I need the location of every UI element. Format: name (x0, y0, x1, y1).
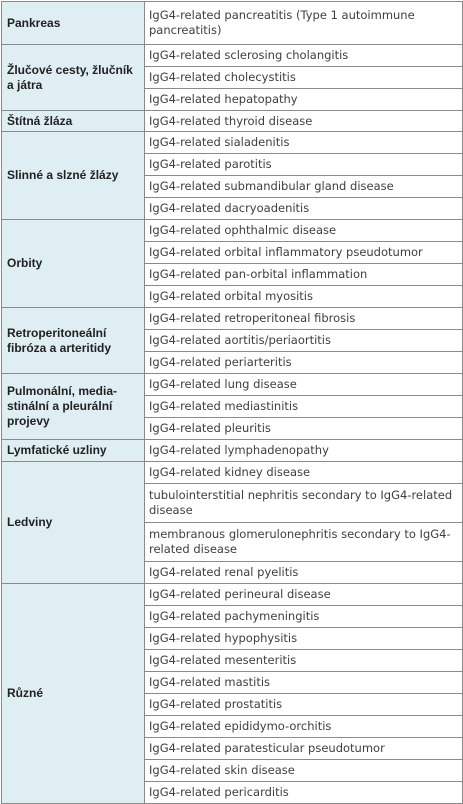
table-row (2, 308, 463, 330)
disease-cell: IgG4-related hypophysitis (145, 628, 463, 650)
disease-cell: IgG4-related submandibular gland disease (145, 176, 463, 198)
organ-cell: Orbity (2, 220, 145, 308)
organ-cell: Lymfatické uzliny (2, 440, 145, 462)
table-row (2, 45, 463, 67)
table-row (2, 220, 463, 242)
disease-cell: membranous glomerulonephritis secondary to IgG4-related disease (145, 523, 463, 562)
disease-cell: IgG4-related pleuritis (145, 418, 463, 440)
disease-cell: IgG4-related cholecystitis (145, 67, 463, 89)
disease-cell: tubulointerstitial nephritis secondary to IgG4-related disease (145, 484, 463, 523)
table-row (2, 132, 463, 154)
table-row (2, 2, 463, 45)
organ-cell: Slinné a slzné žlázy (2, 132, 145, 220)
table-row (2, 111, 463, 132)
disease-cell: IgG4-related kidney disease (145, 462, 463, 484)
disease-cell: IgG4-related orbital inflammatory pseudotumor (145, 242, 463, 264)
disease-cell: IgG4-related prostatitis (145, 694, 463, 716)
disease-cell: IgG4-related epididymo-orchitis (145, 716, 463, 738)
disease-cell: IgG4-related mastitis (145, 672, 463, 694)
disease-cell: IgG4-related skin disease (145, 760, 463, 782)
disease-cell: IgG4-related pancreatitis (Type 1 autoimmune pancreatitis) (145, 2, 463, 45)
igg4-organ-table (1, 1, 463, 804)
organ-cell: Ledviny (2, 462, 145, 584)
disease-cell: IgG4-related pericarditis (145, 782, 463, 804)
disease-cell: IgG4-related orbital myositis (145, 286, 463, 308)
disease-cell: IgG4-related lung disease (145, 374, 463, 396)
disease-cell: IgG4-related lymphadenopathy (145, 440, 463, 462)
disease-cell: IgG4-related ophthalmic disease (145, 220, 463, 242)
organ-cell: Štítná žláza (2, 111, 145, 132)
disease-cell: IgG4-related hepatopathy (145, 89, 463, 111)
disease-cell: IgG4-related thyroid disease (145, 111, 463, 132)
disease-cell: IgG4-related dacryoadenitis (145, 198, 463, 220)
disease-cell: IgG4-related aortitis/periaortitis (145, 330, 463, 352)
disease-cell: IgG4-related mediastinitis (145, 396, 463, 418)
table-row (2, 374, 463, 396)
disease-cell: IgG4-related paratesticular pseudotumor (145, 738, 463, 760)
disease-cell: IgG4-related retroperitoneal fibrosis (145, 308, 463, 330)
disease-cell: IgG4-related pachymeningitis (145, 606, 463, 628)
disease-cell: IgG4-related parotitis (145, 154, 463, 176)
table-row (2, 584, 463, 606)
organ-cell: Pulmonální, media-stinální a pleurální projevy (2, 374, 145, 440)
disease-cell: IgG4-related sclerosing cholangitis (145, 45, 463, 67)
table-body (2, 2, 463, 804)
table-row (2, 440, 463, 462)
organ-cell: Různé (2, 584, 145, 804)
organ-cell: Pankreas (2, 2, 145, 45)
disease-cell: IgG4-related pan-orbital inflammation (145, 264, 463, 286)
table-row (2, 462, 463, 484)
disease-cell: IgG4-related mesenteritis (145, 650, 463, 672)
disease-cell: IgG4-related sialadenitis (145, 132, 463, 154)
disease-cell: IgG4-related renal pyelitis (145, 562, 463, 584)
disease-cell: IgG4-related perineural disease (145, 584, 463, 606)
disease-cell: IgG4-related periarteritis (145, 352, 463, 374)
organ-cell: Žlučové cesty, žlučník a játra (2, 45, 145, 111)
organ-cell: Retroperitoneální fibróza a arteritidy (2, 308, 145, 374)
